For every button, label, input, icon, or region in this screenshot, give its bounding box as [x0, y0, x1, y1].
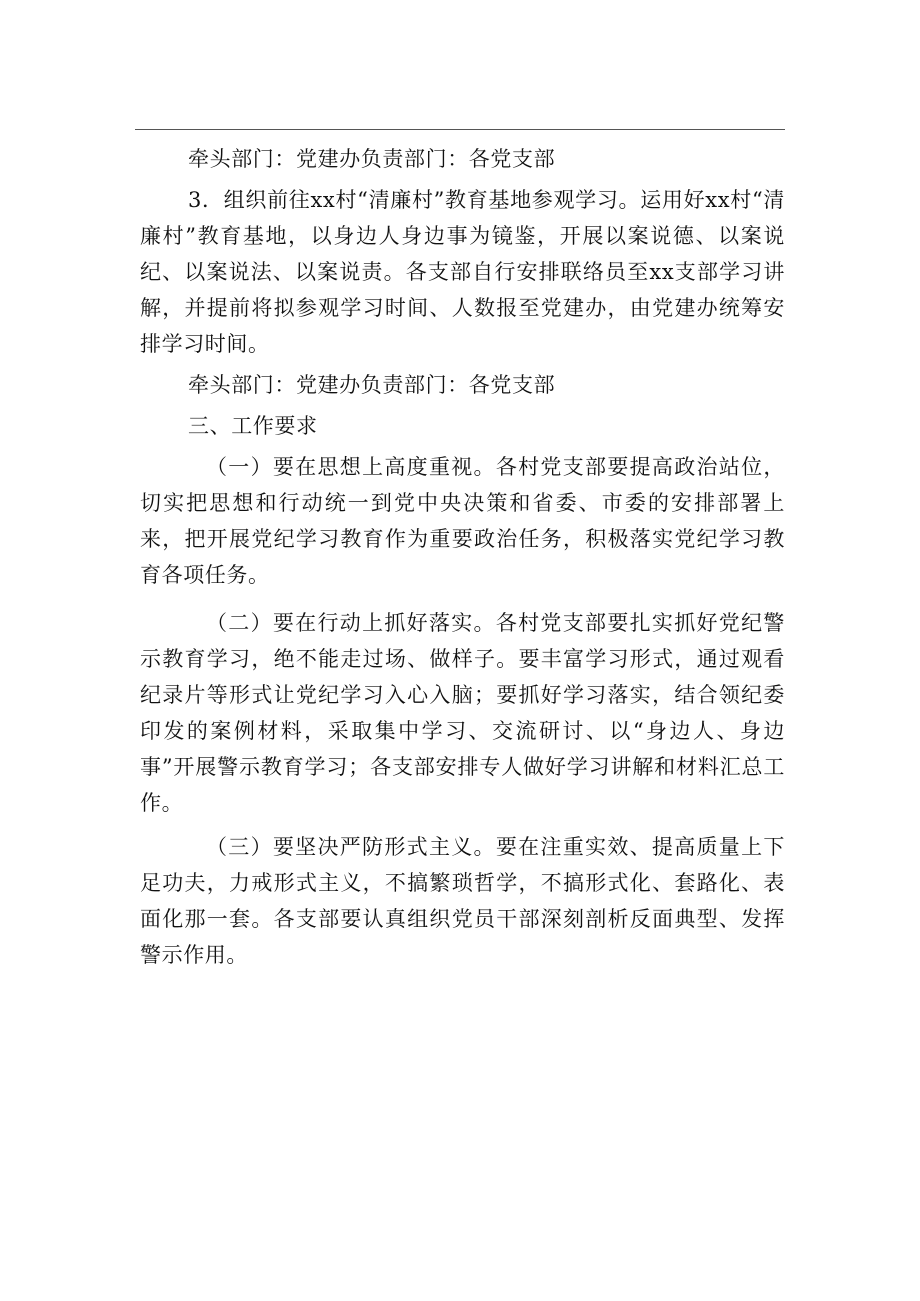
document-body	[140, 141, 785, 973]
header-rule	[135, 129, 785, 130]
lead-department-line-1: 牵头部门：党建办负责部门：各党支部	[188, 147, 556, 171]
lead-department-line-2: 牵头部门：党建办负责部门：各党支部	[188, 373, 556, 397]
requirement-1-paragraph: （一）要在思想上高度重视。各村党支部要提高政治站位，切实把思想和行动统一到党中央决策和省委、市委的安排部署上来，把开展党纪学习教育作为重要政治任务，积极落实党纪学习教育各项任务。	[140, 455, 785, 587]
section-heading-work-requirements: 三、工作要求	[188, 414, 318, 438]
item-3-paragraph: 3．组织前往xx村“清廉村”教育基地参观学习。运用好xx村“清廉村”教育基地，以身边人身边事为镜鉴，开展以案说德、以案说纪、以案说法、以案说责。各支部自行安排联络员至xx支部学习讲解，并提前将拟参观学习时间、人数报至党建办，由党建办统筹安排学习时间。	[140, 188, 785, 356]
requirement-3-paragraph: （三）要坚决严防形式主义。要在注重实效、提高质量上下足功夫，力戒形式主义，不搞繁琐哲学，不搞形式化、套路化、表面化那一套。各支部要认真组织党员干部深刻剖析反面典型、发挥警示作用。	[140, 835, 785, 967]
requirement-2-paragraph: （二）要在行动上抓好落实。各村党支部要扎实抓好党纪警示教育学习，绝不能走过场、做样子。要丰富学习形式，通过观看纪录片等形式让党纪学习入心入脑；要抓好学习落实，结合领纪委印发的案例材料，采取集中学习、交流研讨、以“身边人、身边事”开展警示教育学习；各支部安排专人做好学习讲解和材料汇总工作。	[140, 611, 785, 815]
